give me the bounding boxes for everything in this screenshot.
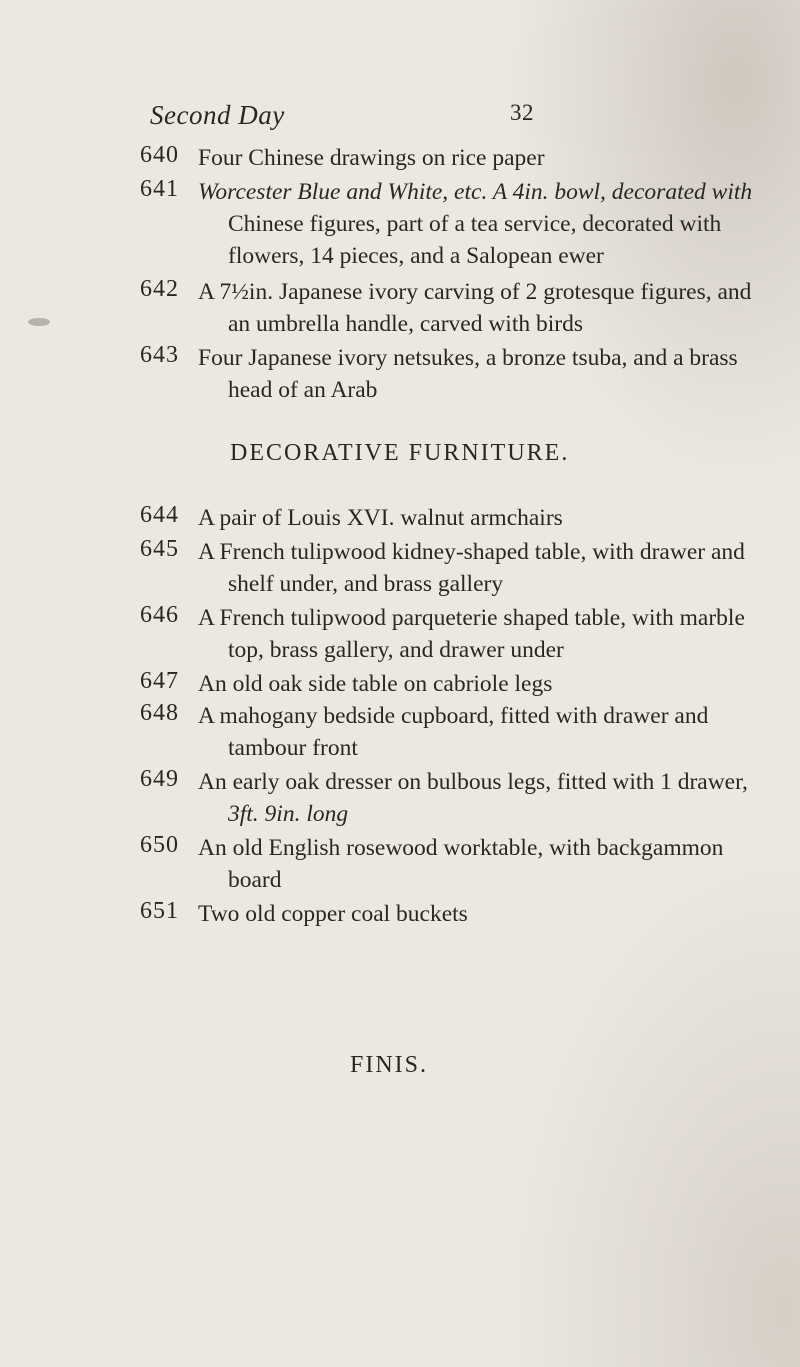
lot-line: top, brass gallery, and drawer under — [228, 637, 564, 663]
lot-line: flowers, 14 pieces, and a Salopean ewer — [228, 243, 604, 269]
lot-line: tambour front — [228, 735, 358, 761]
lot-description — [198, 536, 768, 600]
lot-line: Chinese figures, part of a tea service, decorated with — [228, 211, 722, 237]
lot-line: head of an Arab — [228, 377, 378, 403]
lot-number: 650 — [140, 832, 179, 858]
lot-number: 645 — [140, 536, 179, 562]
ink-smudge — [28, 318, 50, 326]
lot-description — [198, 832, 768, 896]
lot-line: A mahogany bedside cupboard, fitted with drawer and — [198, 703, 709, 729]
lot-description — [198, 766, 768, 830]
lot-line: Four Japanese ivory netsukes, a bronze tsuba, and a brass — [198, 345, 738, 371]
lot-line: Two old copper coal buckets — [198, 901, 468, 927]
lot-line: board — [228, 867, 282, 893]
lot-line: An early oak dresser on bulbous legs, fitted with 1 drawer, — [198, 769, 748, 795]
lot-number: 648 — [140, 700, 179, 726]
lot-line: A French tulipwood parqueterie shaped table, with marble — [198, 605, 745, 631]
lot-line: An old English rosewood worktable, with backgammon — [198, 835, 724, 861]
lot-number: 642 — [140, 276, 179, 302]
lot-description — [198, 700, 768, 764]
page-header — [150, 100, 670, 131]
lot-number: 643 — [140, 342, 179, 368]
lot-number: 644 — [140, 502, 179, 528]
lot-line: A 7½in. Japanese ivory carving of 2 grotesque figures, and — [198, 279, 752, 305]
lot-line: A French tulipwood kidney-shaped table, with drawer and — [198, 539, 745, 565]
running-title: Second Day — [150, 100, 285, 130]
lot-description — [198, 502, 768, 534]
lot-line: an umbrella handle, carved with birds — [228, 311, 583, 337]
lot-number: 640 — [140, 142, 179, 168]
lot-description — [198, 276, 768, 340]
lot-number: 641 — [140, 176, 179, 202]
lot-number: 649 — [140, 766, 179, 792]
lot-line: Four Chinese drawings on rice paper — [198, 145, 545, 171]
lot-line: Worcester Blue and White, etc. A 4in. bowl, decorated with — [198, 179, 753, 205]
lot-description — [198, 602, 768, 666]
lot-line: An old oak side table on cabriole legs — [198, 671, 553, 697]
lot-line: 3ft. 9in. long — [228, 801, 349, 827]
closing-finis: FINIS. — [350, 1052, 429, 1078]
lot-line: shelf under, and brass gallery — [228, 571, 504, 597]
lot-number: 647 — [140, 668, 179, 694]
page-number: 32 — [510, 100, 534, 125]
lot-description — [198, 668, 768, 700]
lot-line: A pair of Louis XVI. walnut armchairs — [198, 505, 563, 531]
section-title: DECORATIVE FURNITURE. — [230, 440, 570, 466]
lot-number: 651 — [140, 898, 179, 924]
lot-description — [198, 176, 768, 272]
lot-description — [198, 342, 768, 406]
lot-description — [198, 898, 768, 930]
lot-description — [198, 142, 768, 174]
lot-number: 646 — [140, 602, 179, 628]
